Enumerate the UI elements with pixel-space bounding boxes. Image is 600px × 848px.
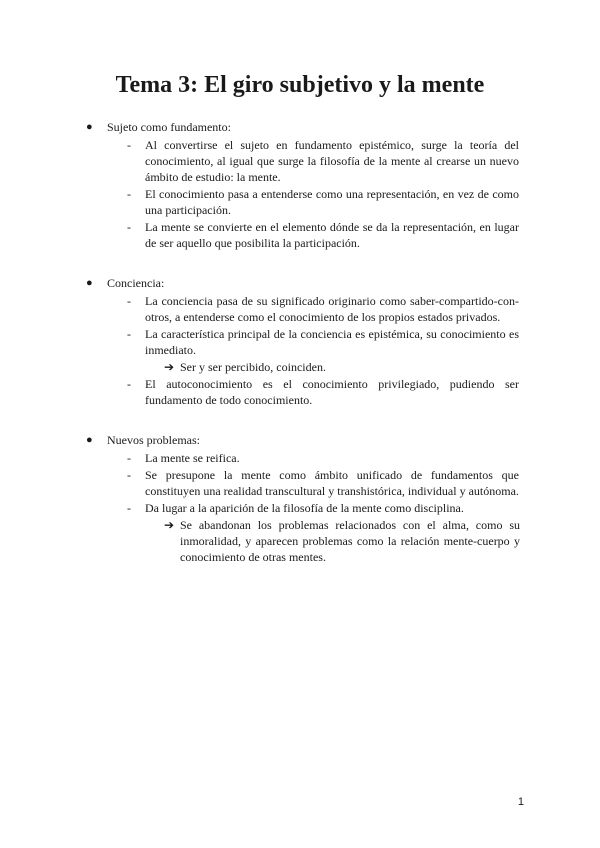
bullet-icon: ●: [86, 434, 93, 446]
dash-icon: -: [127, 377, 131, 391]
sub-item: [0, 500, 600, 516]
dash-icon: -: [127, 501, 131, 515]
bullet-icon: ●: [86, 121, 93, 133]
section-sujeto: [0, 119, 600, 251]
dash-icon: -: [127, 220, 131, 234]
dash-icon: -: [127, 187, 131, 201]
dash-icon: -: [127, 327, 131, 341]
dash-icon: -: [127, 138, 131, 152]
sub-item-text: El conocimiento pasa a entenderse como una representación, en vez de como una participación.: [145, 187, 519, 217]
sub-item: [0, 467, 600, 499]
arrow-right-icon: ➔: [164, 518, 175, 532]
arrow-item: [0, 359, 600, 375]
sub-item-text: Se presupone la mente como ámbito unificado de fundamentos que constituyen una realidad transcultural y transhistórica, individual y autónoma.: [145, 468, 519, 498]
sub-item-text: La mente se convierte en el elemento dónde se da la representación, en lugar de ser aquello que posibilita la participación.: [145, 220, 519, 250]
dash-icon: -: [127, 451, 131, 465]
section-heading: Nuevos problemas:: [107, 433, 200, 447]
dash-icon: -: [127, 294, 131, 308]
sub-item-text: El autoconocimiento es el conocimiento privilegiado, pudiendo ser fundamento de todo conocimiento.: [145, 377, 519, 407]
sub-item-text: Da lugar a la aparición de la filosofía de la mente como disciplina.: [145, 501, 464, 515]
page-number: 1: [517, 796, 524, 808]
sub-item: [0, 186, 600, 218]
sub-item: [0, 219, 600, 251]
sub-item: [0, 376, 600, 408]
bullet-item: [0, 275, 600, 292]
bullet-icon: ●: [86, 277, 93, 289]
section-conciencia: [0, 275, 600, 408]
arrow-item-text: Ser y ser percibido, coinciden.: [180, 360, 326, 374]
page-title: Tema 3: El giro subjetivo y la mente: [115, 72, 485, 98]
arrow-item: [0, 517, 600, 565]
bullet-item: [0, 119, 600, 136]
sub-item-text: Al convertirse el sujeto en fundamento epistémico, surge la teoría del conocimiento, al igual que surge la filosofía de la mente al crearse un nuevo ámbito de estudio: la mente.: [145, 138, 519, 184]
section-heading: Sujeto como fundamento:: [107, 120, 231, 134]
dash-icon: -: [127, 468, 131, 482]
sub-item: [0, 137, 600, 185]
section-nuevos-problemas: [0, 432, 600, 565]
arrow-right-icon: ➔: [164, 360, 175, 374]
sub-item: [0, 450, 600, 466]
sub-item: [0, 326, 600, 358]
sub-item-text: La característica principal de la conciencia es epistémica, su conocimiento es inmediato.: [145, 327, 519, 357]
arrow-item-text: Se abandonan los problemas relacionados con el alma, como su inmoralidad, y aparecen problemas como la relación mente-cuerpo y conocimiento de otras mentes.: [180, 518, 520, 564]
bullet-item: [0, 432, 600, 449]
sub-item: [0, 293, 600, 325]
section-heading: Conciencia:: [107, 276, 165, 290]
sub-item-text: La conciencia pasa de su significado originario como saber-compartido-con-otros, a entenderse como el conocimiento de los propios estados privados.: [145, 294, 519, 324]
document-outline: [0, 119, 600, 589]
sub-item-text: La mente se reifica.: [145, 451, 240, 465]
